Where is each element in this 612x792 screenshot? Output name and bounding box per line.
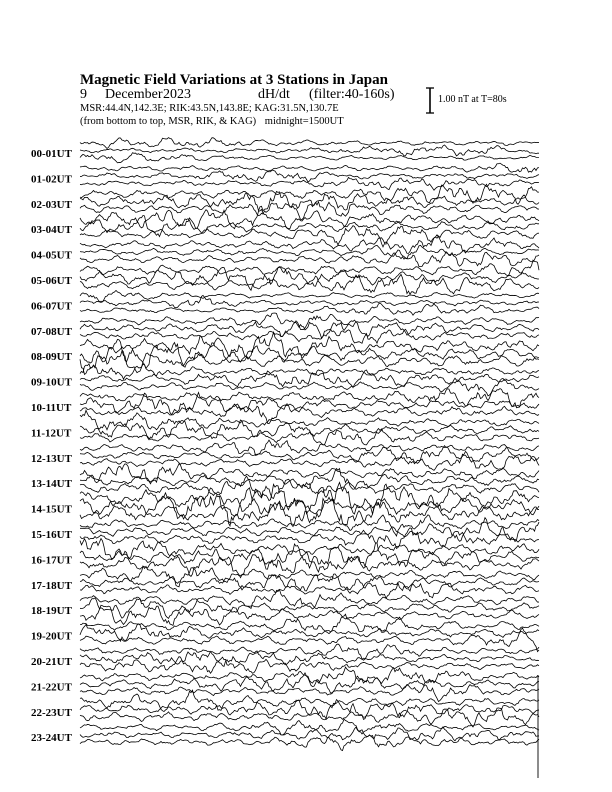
row-label-06-07UT: 06-07UT: [31, 300, 72, 313]
trace-18-19UT-MSR: [80, 605, 539, 625]
row-label-14-15UT: 14-15UT: [31, 503, 72, 516]
row-label-17-18UT: 17-18UT: [31, 579, 72, 592]
midnight-note: midnight=1500UT: [264, 116, 344, 127]
trace-23-24UT-KAG: [80, 719, 539, 735]
row-label-08-09UT: 08-09UT: [31, 351, 72, 364]
date-month: December: [105, 87, 163, 102]
row-label-03-04UT: 03-04UT: [31, 224, 72, 237]
trace-03-04UT-MSR: [80, 226, 539, 247]
trace-01-02UT-RIK: [80, 170, 539, 182]
trace-01-02UT-MSR: [80, 177, 539, 190]
trace-17-18UT-RIK: [80, 574, 539, 591]
trace-04-05UT-MSR: [80, 252, 539, 267]
date-day: 9: [80, 87, 87, 102]
trace-02-03UT-MSR: [80, 202, 539, 220]
row-label-04-05UT: 04-05UT: [31, 249, 72, 262]
row-label-16-17UT: 16-17UT: [31, 554, 72, 567]
trace-22-23UT-KAG: [80, 690, 539, 711]
row-label-18-19UT: 18-19UT: [31, 605, 72, 618]
chart-title: Magnetic Field Variations at 3 Stations in Japan: [80, 72, 388, 88]
trace-00-01UT-MSR: [80, 153, 539, 163]
trace-06-07UT-MSR: [80, 303, 539, 315]
scale-label: 1.00 nT at T=80s: [438, 94, 507, 105]
trace-00-01UT-KAG: [80, 138, 539, 149]
row-label-15-16UT: 15-16UT: [31, 529, 72, 541]
trace-02-03UT-RIK: [80, 191, 539, 210]
row-label-05-06UT: 05-06UT: [31, 275, 72, 287]
order-note: (from bottom to top, MSR, RIK, & KAG): [80, 116, 257, 127]
component-label: dH/dt: [258, 87, 290, 102]
trace-12-13UT-MSR: [80, 454, 539, 470]
trace-23-24UT-RIK: [80, 727, 539, 741]
trace-04-05UT-KAG: [80, 235, 539, 254]
row-label-22-23UT: 22-23UT: [31, 706, 72, 719]
row-label-11-12UT: 11-12UT: [31, 427, 72, 440]
row-label-02-03UT: 02-03UT: [31, 198, 72, 211]
trace-23-24UT-MSR: [80, 735, 539, 750]
trace-01-02UT-KAG: [80, 163, 539, 172]
trace-03-04UT-KAG: [80, 209, 539, 228]
row-label-20-21UT: 20-21UT: [31, 656, 72, 668]
trace-11-12UT-RIK: [80, 420, 539, 440]
trace-19-20UT-KAG: [80, 614, 539, 633]
date-year: 2023: [163, 87, 191, 102]
trace-19-20UT-MSR: [80, 628, 539, 651]
trace-07-08UT-KAG: [80, 313, 539, 330]
row-label-21-22UT: 21-22UT: [31, 681, 72, 694]
trace-16-17UT-RIK: [80, 543, 539, 568]
row-label-09-10UT: 09-10UT: [31, 376, 72, 389]
trace-07-08UT-MSR: [80, 329, 539, 343]
row-label-23-24UT: 23-24UT: [31, 732, 72, 745]
row-label-00-01UT: 00-01UT: [31, 148, 72, 160]
row-label-19-20UT: 19-20UT: [31, 630, 72, 643]
filter-label: (filter:40-160s): [309, 87, 395, 102]
trace-02-03UT-KAG: [80, 184, 539, 204]
trace-17-18UT-KAG: [80, 566, 539, 587]
trace-05-06UT-KAG: [80, 260, 539, 276]
row-label-07-08UT: 07-08UT: [31, 325, 72, 338]
trace-20-21UT-KAG: [80, 644, 539, 660]
row-label-10-11UT: 10-11UT: [31, 402, 72, 414]
station-coordinates: MSR:44.4N,142.3E; RIK:43.5N,143.8E; KAG:31.5N,130.7E: [80, 103, 339, 114]
trace-10-11UT-KAG: [80, 389, 539, 408]
row-label-12-13UT: 12-13UT: [31, 452, 72, 465]
row-label-13-14UT: 13-14UT: [31, 478, 72, 491]
row-label-01-02UT: 01-02UT: [31, 173, 72, 186]
trace-10-11UT-RIK: [80, 392, 539, 414]
trace-22-23UT-MSR: [80, 708, 539, 727]
